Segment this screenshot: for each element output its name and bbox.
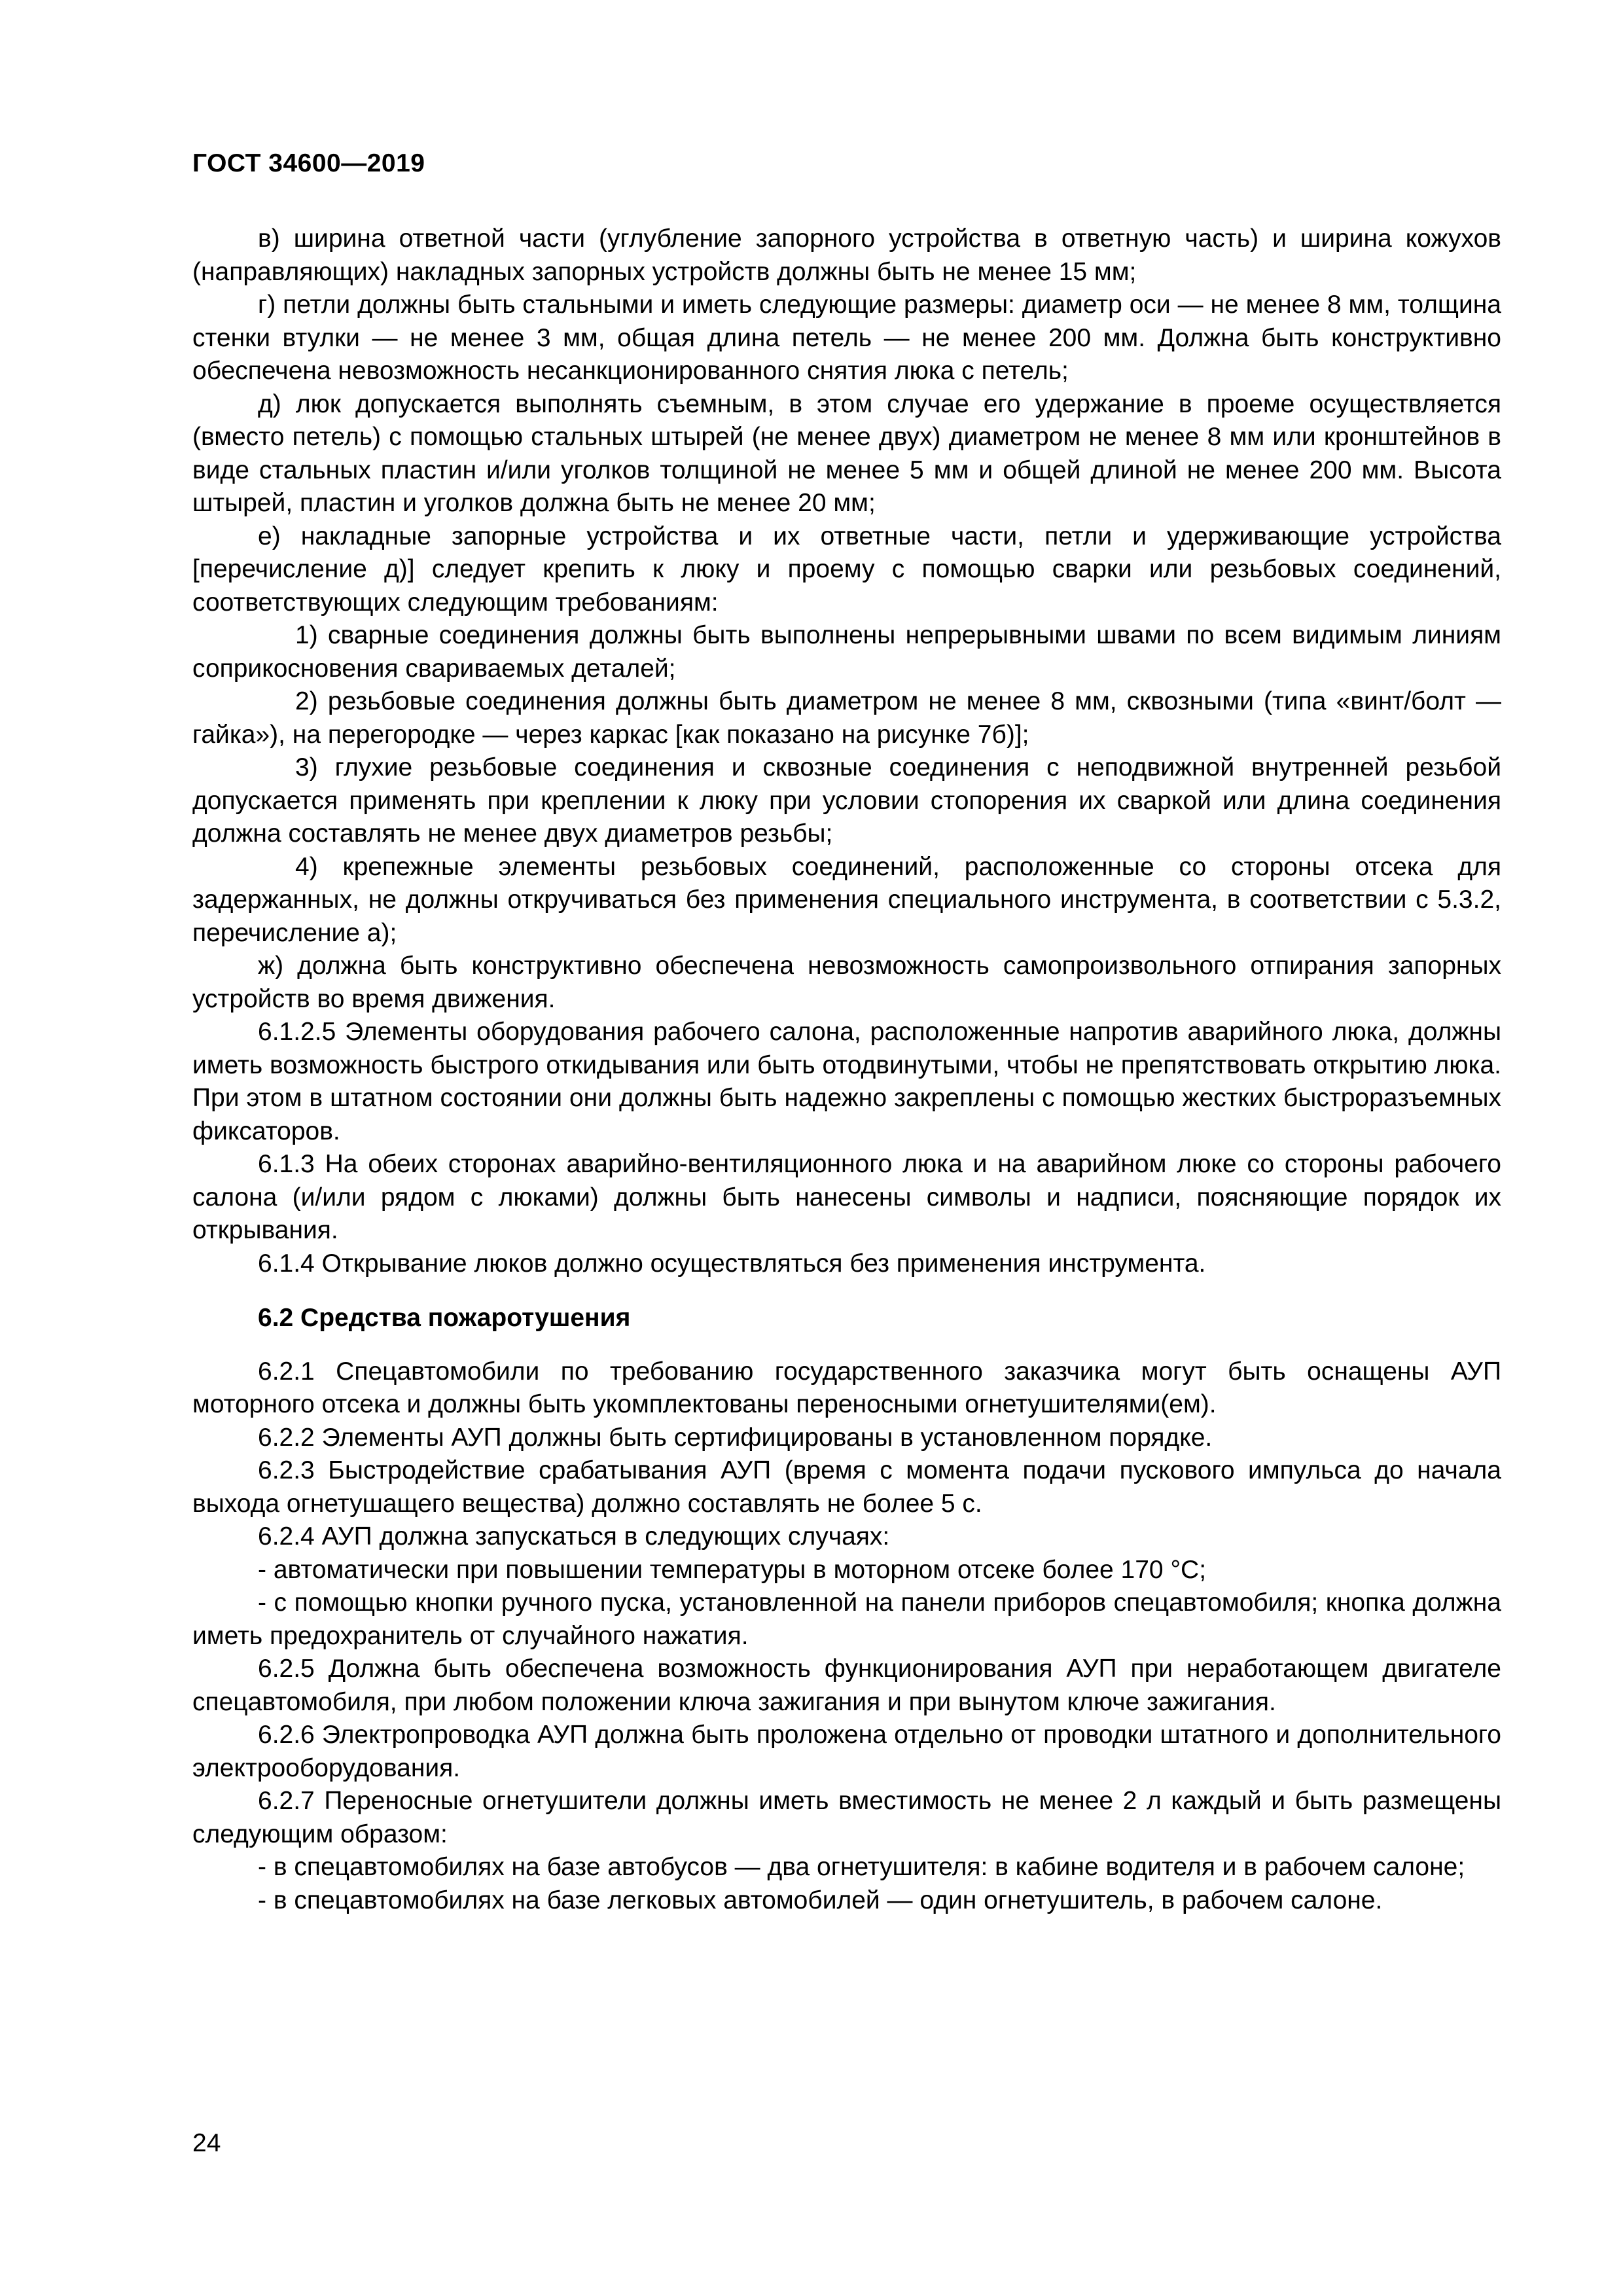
subitem-1: 1) сварные соединения должны быть выполнены непрерывными швами по всем видимым линиям соприкосновения свариваемых деталей; bbox=[192, 621, 1501, 683]
paragraph-6-1-4: 6.1.4 Открывание люков должно осуществляться без применения инструмента. bbox=[258, 1249, 1206, 1278]
paragraph-6-2-5: 6.2.5 Должна быть обеспечена возможность функционирования АУП при неработающем двигателе спецавтомобиля, при любом положении ключа зажигания и при вынутом ключе зажигания. bbox=[192, 1655, 1501, 1716]
paragraph-item-g: г) петли должны быть стальными и иметь следующие размеры: диаметр оси — не менее 8 мм, толщина стенки втулки — не менее 3 мм, общая длина петель — не менее 200 мм. Должна быть конструктивно обеспечена невозможность несанкционированного снятия люка с петель; bbox=[192, 291, 1501, 385]
paragraph-6-2-1: 6.2.1 Спецавтомобили по требованию государственного заказчика могут быть оснащены АУП моторного отсека и должны быть укомплектованы переносными огнетушителями(ем). bbox=[192, 1357, 1501, 1418]
list-item: - в спецавтомобилях на базе автобусов — два огнетушителя: в кабине водителя и в рабочем салоне; bbox=[258, 1853, 1465, 1881]
subitem-3: 3) глухие резьбовые соединения и сквозные соединения с неподвижной внутренней резьбой допускается применять при креплении к люку при условии стопорения их сваркой или длина соединения должна составлять не менее двух диаметров резьбы; bbox=[192, 753, 1501, 848]
list-item: - в спецавтомобилях на базе легковых автомобилей — один огнетушитель, в рабочем салоне. bbox=[258, 1886, 1383, 1914]
paragraph-6-2-4: 6.2.4 АУП должна запускаться в следующих случаях: bbox=[258, 1522, 890, 1551]
list-item: - с помощью кнопки ручного пуска, установленной на панели приборов спецавтомобиля; кнопка должна иметь предохранитель от случайного нажатия. bbox=[192, 1588, 1501, 1650]
paragraph-item-d: д) люк допускается выполнять съемным, в этом случае его удержание в проеме осуществляется (вместо петель) с помощью стальных штырей (не менее двух) диаметром не менее 8 мм или кронштейнов в виде стальных пластин и/или уголков толщиной не менее 5 мм и общей длиной не менее 200 мм. Высота штырей, пластин и уголков должна быть не менее 20 мм; bbox=[192, 389, 1501, 517]
paragraph-6-2-6: 6.2.6 Электропроводка АУП должна быть проложена отдельно от проводки штатного и дополнительного электрооборудования. bbox=[192, 1721, 1501, 1782]
paragraph-6-2-3: 6.2.3 Быстродействие срабатывания АУП (время с момента подачи пускового импульса до начала выхода огнетушащего вещества) должно составлять не более 5 с. bbox=[192, 1456, 1501, 1518]
paragraph-item-zh: ж) должна быть конструктивно обеспечена невозможность самопроизвольного отпирания запорных устройств во время движения. bbox=[192, 952, 1501, 1013]
paragraph-item-e: е) накладные запорные устройства и их ответные части, петли и удерживающие устройства [перечисление д)] следует крепить к люку и проему с помощью сварки или резьбовых соединений, соответствующих следующим требованиям: bbox=[192, 522, 1501, 617]
paragraph-6-2-2: 6.2.2 Элементы АУП должны быть сертифицированы в установленном порядке. bbox=[258, 1423, 1213, 1452]
section-title: 6.2 Средства пожаротушения bbox=[258, 1304, 631, 1332]
paragraph-6-1-2-5: 6.1.2.5 Элементы оборудования рабочего салона, расположенные напротив аварийного люка, должны иметь возможность быстрого откидывания или быть отодвинутыми, чтобы не препятствовать открытию люка. При этом в штатном состоянии они должны быть надежно закреплены с помощью жестких быстроразъемных фиксаторов. bbox=[192, 1018, 1501, 1145]
document-header: ГОСТ 34600—2019 bbox=[192, 149, 425, 177]
page-number: 24 bbox=[192, 2129, 221, 2157]
document-body bbox=[192, 223, 1501, 1917]
paragraph-6-1-3: 6.1.3 На обеих сторонах аварийно-вентиляционного люка и на аварийном люке со стороны рабочего салона (и/или рядом с люками) должны быть нанесены символы и надписи, поясняющие порядок их открывания. bbox=[192, 1150, 1501, 1244]
paragraph-item-v: в) ширина ответной части (углубление запорного устройства в ответную часть) и ширина кожухов (направляющих) накладных запорных устройств должны быть не менее 15 мм; bbox=[192, 224, 1501, 286]
list-item: - автоматически при повышении температуры в моторном отсеке более 170 °С; bbox=[258, 1555, 1207, 1584]
subitem-4: 4) крепежные элементы резьбовых соединений, расположенные со стороны отсека для задержанных, не должны откручиваться без применения специального инструмента, в соответствии с 5.3.2, перечисление а); bbox=[192, 852, 1501, 947]
paragraph-6-2-7: 6.2.7 Переносные огнетушители должны иметь вместимость не менее 2 л каждый и быть размещены следующим образом: bbox=[192, 1787, 1501, 1848]
subitem-2: 2) резьбовые соединения должны быть диаметром не менее 8 мм, сквозными (типа «винт/болт — гайка»), на перегородке — через каркас [как показано на рисунке 7б)]; bbox=[192, 687, 1501, 749]
